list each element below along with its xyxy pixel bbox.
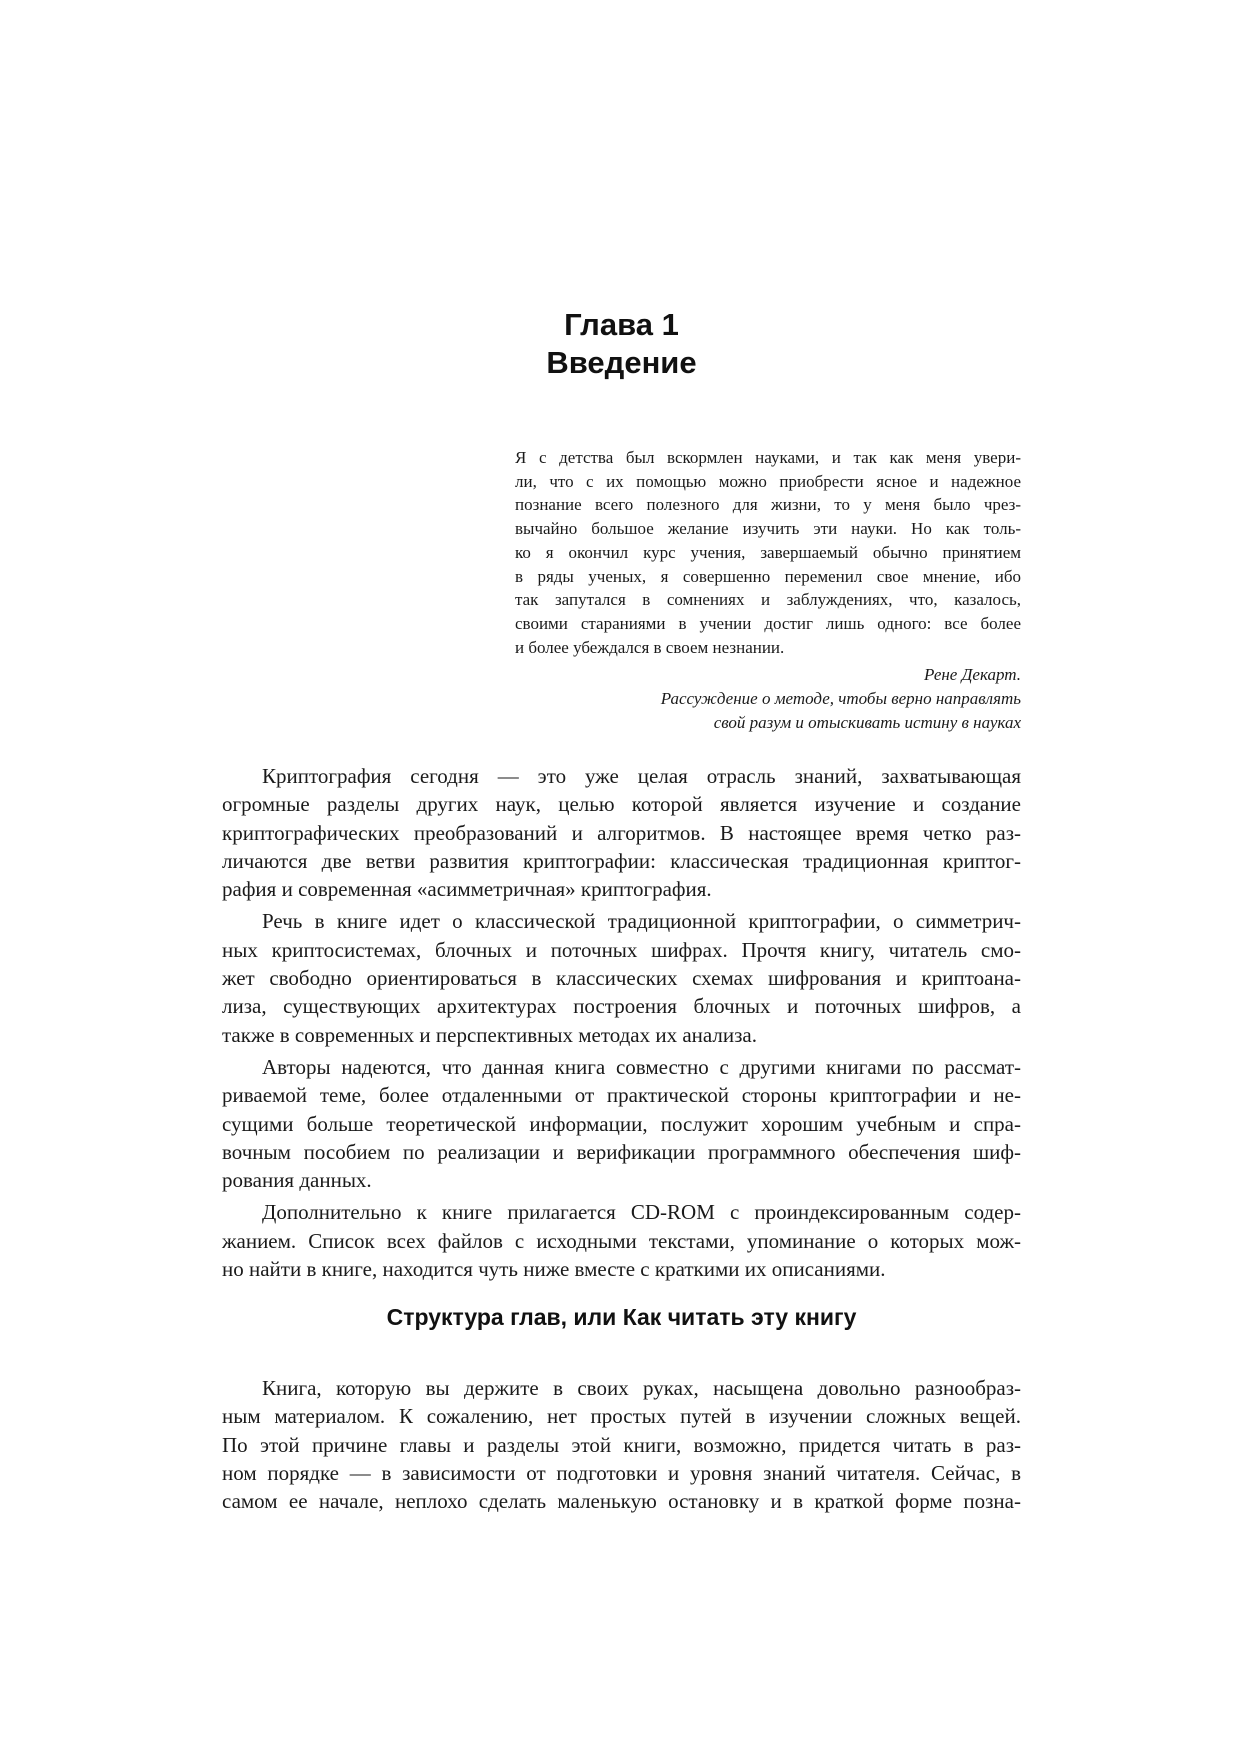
text-line: сущими больше теоретической информации, послужит хорошим учебным и спра- [222, 1111, 1021, 1136]
text-line: самом ее начале, неплохо сделать маленькую остановку и в краткой форме позна- [222, 1489, 1021, 1514]
intro-text [222, 762, 1021, 1287]
epigraph-author: Рене Декарт. [924, 665, 1021, 684]
chapter-heading [222, 306, 1021, 382]
epigraph-line: и более убеждался в своем незнании. [515, 637, 785, 657]
text-line: Речь в книге идет о классической традиционной криптографии, о симметрич- [262, 909, 1021, 934]
text-line: но найти в книге, находится чуть ниже вместе с краткими их описаниями. [222, 1257, 886, 1282]
text-line: ных криптосистемах, блочных и поточных шифрах. Прочтя книгу, читатель смо- [222, 937, 1021, 962]
text-line: рования данных. [222, 1168, 372, 1193]
text-line: Дополнительно к книге прилагается CD-ROM с проиндексированным содер- [262, 1200, 1021, 1225]
epigraph-line: Я с детства был вскормлен науками, и так как меня увери- [515, 448, 1021, 467]
text-line: жанием. Список всех файлов с исходными текстами, упоминание о которых мож- [222, 1228, 1021, 1253]
text-line: также в современных и перспективных методах их анализа. [222, 1022, 758, 1047]
paragraph [222, 907, 1021, 1048]
paragraph [222, 1374, 1021, 1515]
epigraph [515, 446, 1021, 659]
epigraph-line: своими стараниями в учении достиг лишь одного: все более [515, 613, 1021, 633]
text-line: рафия и современная «асимметричная» криптография. [222, 877, 712, 902]
text-line: Книга, которую вы держите в своих руках, насыщена довольно разнообраз- [262, 1376, 1021, 1400]
epigraph-line: вычайно большое желание изучить эти науки. Но как толь- [515, 519, 1021, 539]
text-line: По этой причине главы и разделы этой книги, возможно, придется читать в раз- [222, 1432, 1021, 1457]
epigraph-source-line: свой разум и отыскивать истину в науках [713, 713, 1021, 732]
chapter-title: Введение [546, 345, 697, 380]
paragraph [222, 762, 1021, 903]
section-text [222, 1374, 1021, 1519]
epigraph-line: в ряды ученых, я совершенно переменил свое мнение, ибо [515, 566, 1021, 586]
paragraph [222, 1053, 1021, 1194]
epigraph-line: познание всего полезного для жизни, то у меня было чрез- [515, 495, 1021, 515]
text-line: огромные разделы других наук, целью которой является изучение и создание [222, 792, 1021, 817]
section-heading: Структура глав, или Как читать эту книгу [386, 1304, 857, 1330]
epigraph-line: ли, что с их помощью можно приобрести ясное и надежное [515, 471, 1021, 491]
chapter-number: Глава 1 [564, 307, 679, 342]
epigraph-source-line: Рассуждение о методе, чтобы верно направлять [660, 689, 1021, 708]
epigraph-line: ко я окончил курс учения, завершаемый обычно принятием [515, 542, 1021, 562]
text-line: личаются две ветви развития криптографии: классическая традиционная криптог- [222, 848, 1021, 873]
text-line: вочным пособием по реализации и верификации программного обеспечения шиф- [222, 1139, 1021, 1164]
text-line: Авторы надеются, что данная книга совместно с другими книгами по рассмат- [262, 1054, 1021, 1079]
text-line: Криптография сегодня — это уже целая отрасль знаний, захватывающая [262, 764, 1021, 788]
paragraph [222, 1198, 1021, 1283]
text-line: лиза, существующих архитектурах построения блочных и поточных шифров, а [222, 994, 1021, 1019]
text-line: жет свободно ориентироваться в классических схемах шифрования и криптоана- [222, 966, 1021, 991]
epigraph-attribution [515, 663, 1021, 735]
text-line: ным материалом. К сожалению, нет простых путей в изучении сложных вещей. [222, 1404, 1021, 1429]
text-line: криптографических преобразований и алгоритмов. В настоящее время четко раз- [222, 820, 1021, 845]
epigraph-line: так запутался в сомнениях и заблуждениях, что, казалось, [515, 590, 1021, 610]
text-line: риваемой теме, более отдаленными от практической стороны криптографии и не- [222, 1083, 1021, 1108]
text-line: ном порядке — в зависимости от подготовки и уровня знаний читателя. Сейчас, в [222, 1460, 1021, 1485]
